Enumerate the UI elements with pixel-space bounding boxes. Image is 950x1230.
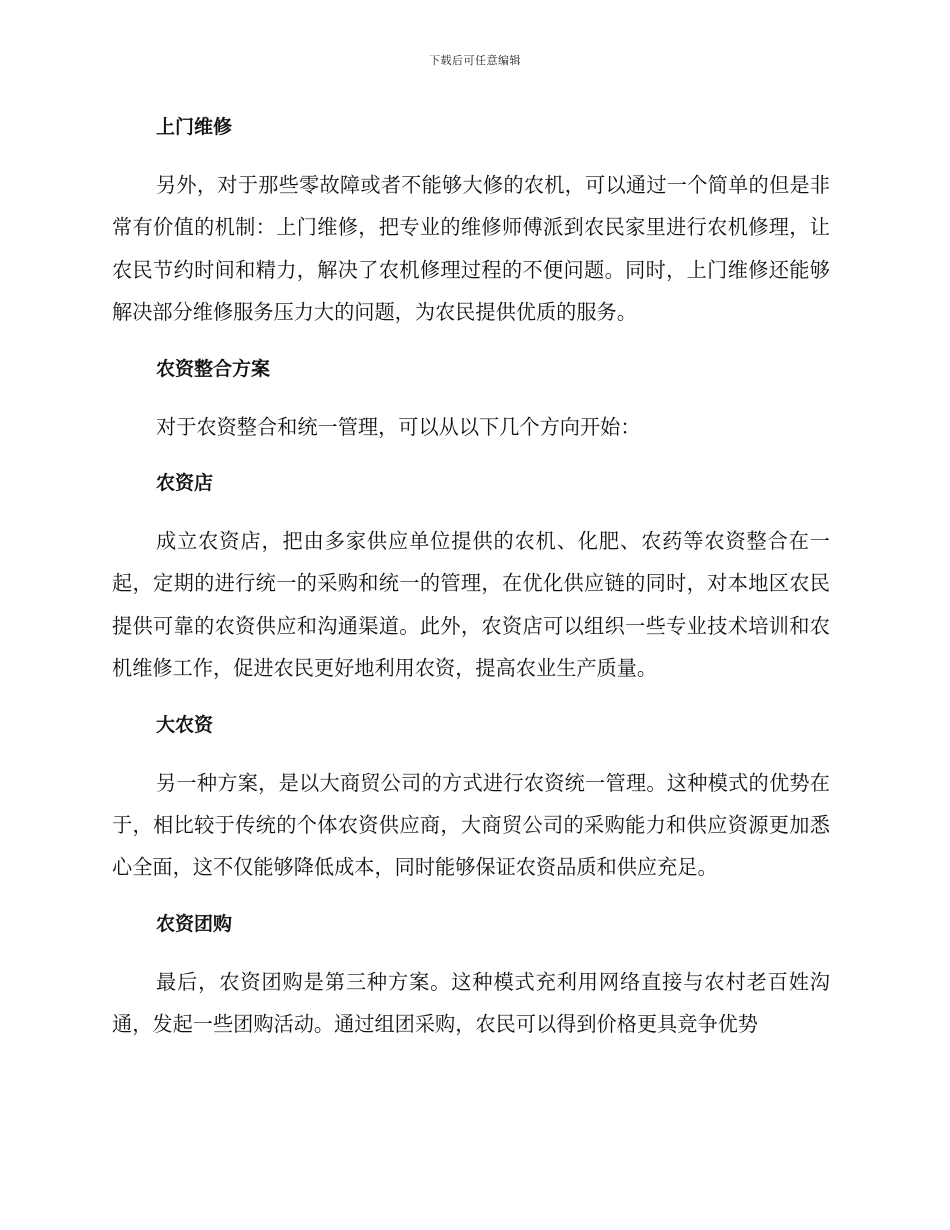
document-body	[112, 108, 830, 1046]
section-heading-onsite-repair: 上门维修	[156, 116, 233, 138]
section-heading-integration-plan: 农资整合方案	[156, 357, 271, 380]
section-paragraph-group-buying: 最后，农资团购是第三种方案。这种模式充利用网络直接与农村老百姓沟通，发起一些团购活动。通过组团采购，农民可以得到价格更具竞争优势	[112, 969, 830, 1037]
section-paragraph-large-supply: 另一种方案，是以大商贸公司的方式进行农资统一管理。这种模式的优势在于，相比较于传统的个体农资供应商，大商贸公司的采购能力和供应资源更加悉心全面，这不仅能够降低成本，同时能够保证农资品质和供应充足。	[112, 770, 830, 880]
section-heading-supply-store: 农资店	[156, 472, 214, 495]
section-paragraph-onsite-repair: 另外，对于那些零故障或者不能够大修的农机，可以通过一个简单的但是非常有价值的机制：上门维修，把专业的维修师傅派到农民家里进行农机修理，让农民节约时间和精力，解决了农机修理过程的不便问题。同时，上门维修还能够解决部分维修服务压力大的问题，为农民提供优质的服务。	[112, 173, 830, 325]
section-paragraph-integration-plan: 对于农资整合和统一管理，可以从以下几个方向开始：	[156, 414, 641, 439]
section-paragraph-supply-store: 成立农资店，把由多家供应单位提供的农机、化肥、农药等农资整合在一起，定期的进行统一的采购和统一的管理，在优化供应链的同时，对本地区农民提供可靠的农资供应和沟通渠道。此外，农资店可以组织一些专业技术培训和农机维修工作，促进农民更好地利用农资，提高农业生产质量。	[112, 529, 830, 681]
section-heading-large-supply: 大农资	[156, 713, 214, 736]
section-heading-group-buying: 农资团购	[156, 912, 233, 935]
page-header: 下载后可任意编辑	[429, 54, 521, 67]
